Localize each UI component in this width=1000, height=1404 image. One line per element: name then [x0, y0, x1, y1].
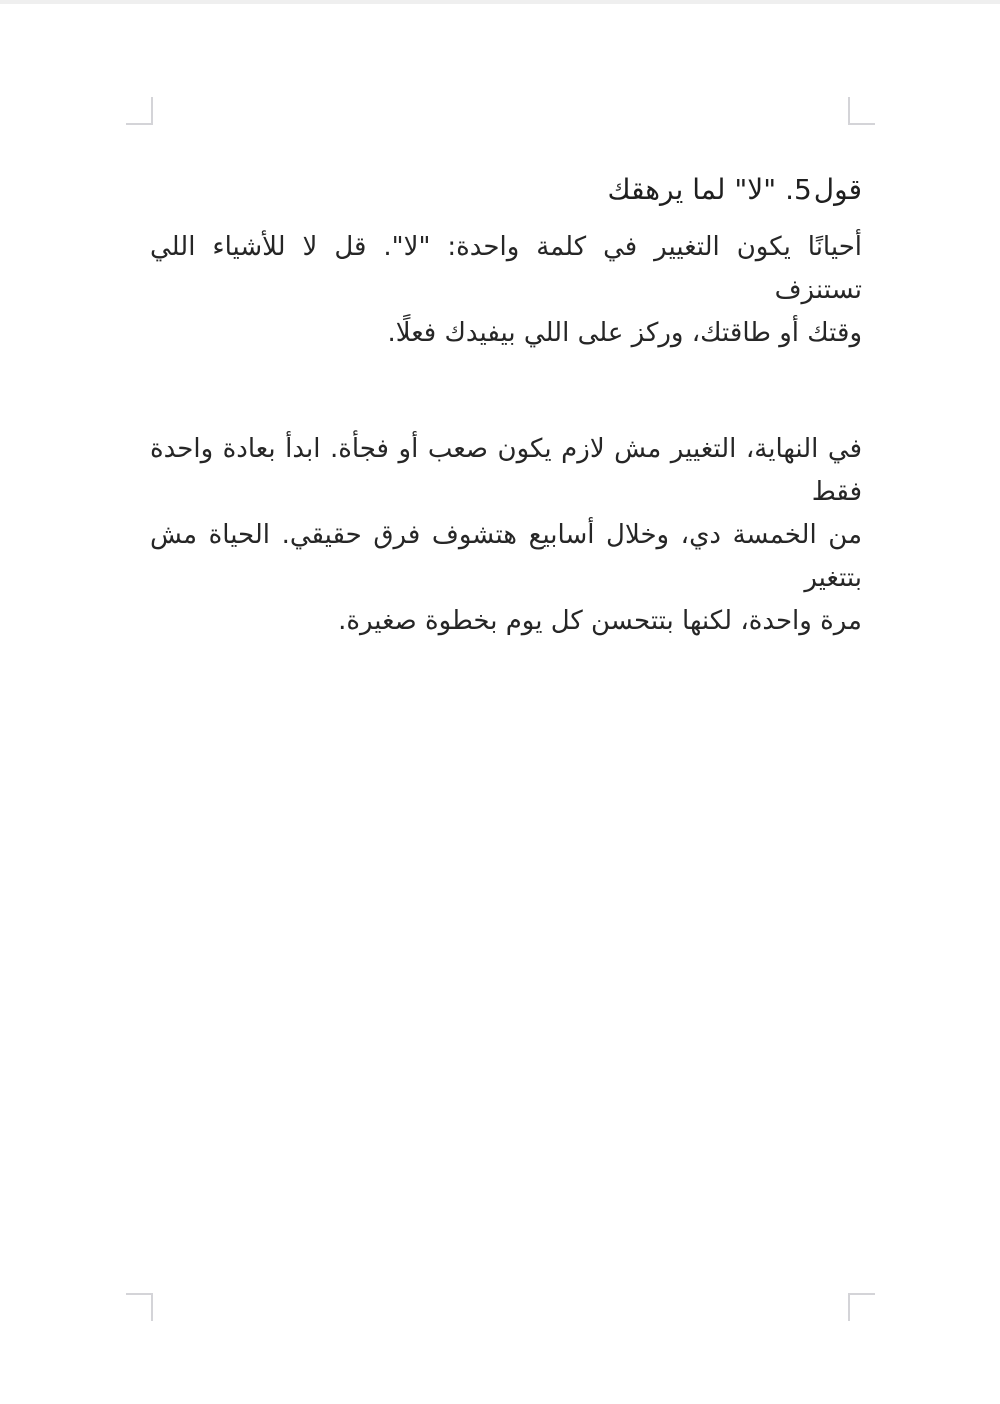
paragraph-say-no — [150, 226, 862, 355]
paragraph-conclusion — [150, 428, 862, 643]
text-line: وقتك أو طاقتك، وركز على اللي بيفيدك فعلًا. — [387, 318, 862, 348]
heading-first-word: قول — [813, 173, 862, 206]
text-line: في النهاية، التغيير مش لازم يكون صعب أو فجأة. ابدأ بعادة واحدة فقط — [150, 434, 862, 507]
text-line: أحيانًا يكون التغيير في كلمة واحدة: "لا". قل لا للأشياء اللي تستنزف — [150, 232, 862, 305]
heading-rest-text: "لا" لما يرهقك — [607, 173, 777, 206]
crop-mark-bottom-right — [848, 1293, 875, 1321]
crop-mark-top-right — [848, 97, 875, 125]
crop-mark-top-left — [126, 97, 153, 125]
page-top-edge-strip — [0, 0, 1000, 4]
section-heading — [608, 170, 862, 210]
crop-mark-bottom-left — [126, 1293, 153, 1321]
text-line: من الخمسة دي، وخلال أسابيع هتشوف فرق حقيقي. الحياة مش بتتغير — [150, 520, 862, 593]
heading-number-marker: .5 — [785, 173, 812, 206]
text-line: مرة واحدة، لكنها بتتحسن كل يوم بخطوة صغيرة. — [338, 606, 862, 636]
